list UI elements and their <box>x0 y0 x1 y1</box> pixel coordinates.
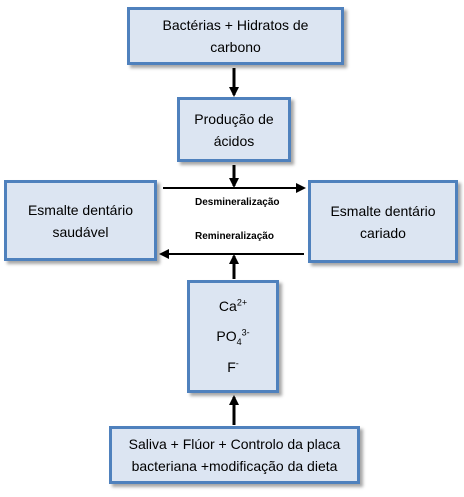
node-line: carbono <box>210 39 261 55</box>
node-bacteria-carbohydrates <box>127 7 344 65</box>
node-line: cariado <box>360 224 406 241</box>
ion-fluoride: F- <box>227 358 239 375</box>
node-line: Bactérias + Hidratos de <box>162 17 309 33</box>
ion-calcium: $Ca^{2+}$ <box>218 297 248 315</box>
node-decayed-enamel <box>308 180 458 263</box>
node-saliva-fluoride-control <box>109 426 360 484</box>
node-line: Esmalte dentário <box>330 202 436 219</box>
node-line: saudável <box>52 223 109 240</box>
node-line: ácidos <box>213 132 255 149</box>
node-line: Saliva + Flúor + Controlo da placa <box>128 436 341 452</box>
edge-label-remineralization: Remineralização <box>195 231 274 242</box>
node-ions <box>187 280 279 393</box>
node-healthy-enamel <box>4 180 157 261</box>
ion-phosphate: $PO_4^{3-}$ <box>216 327 250 348</box>
node-line: Produção de <box>194 110 274 127</box>
node-line: bacteriana +modificação da dieta <box>131 458 338 474</box>
node-line: Esmalte dentário <box>27 201 134 218</box>
node-acid-production <box>177 97 291 162</box>
edge-label-demineralization: Desmineralização <box>195 197 280 208</box>
